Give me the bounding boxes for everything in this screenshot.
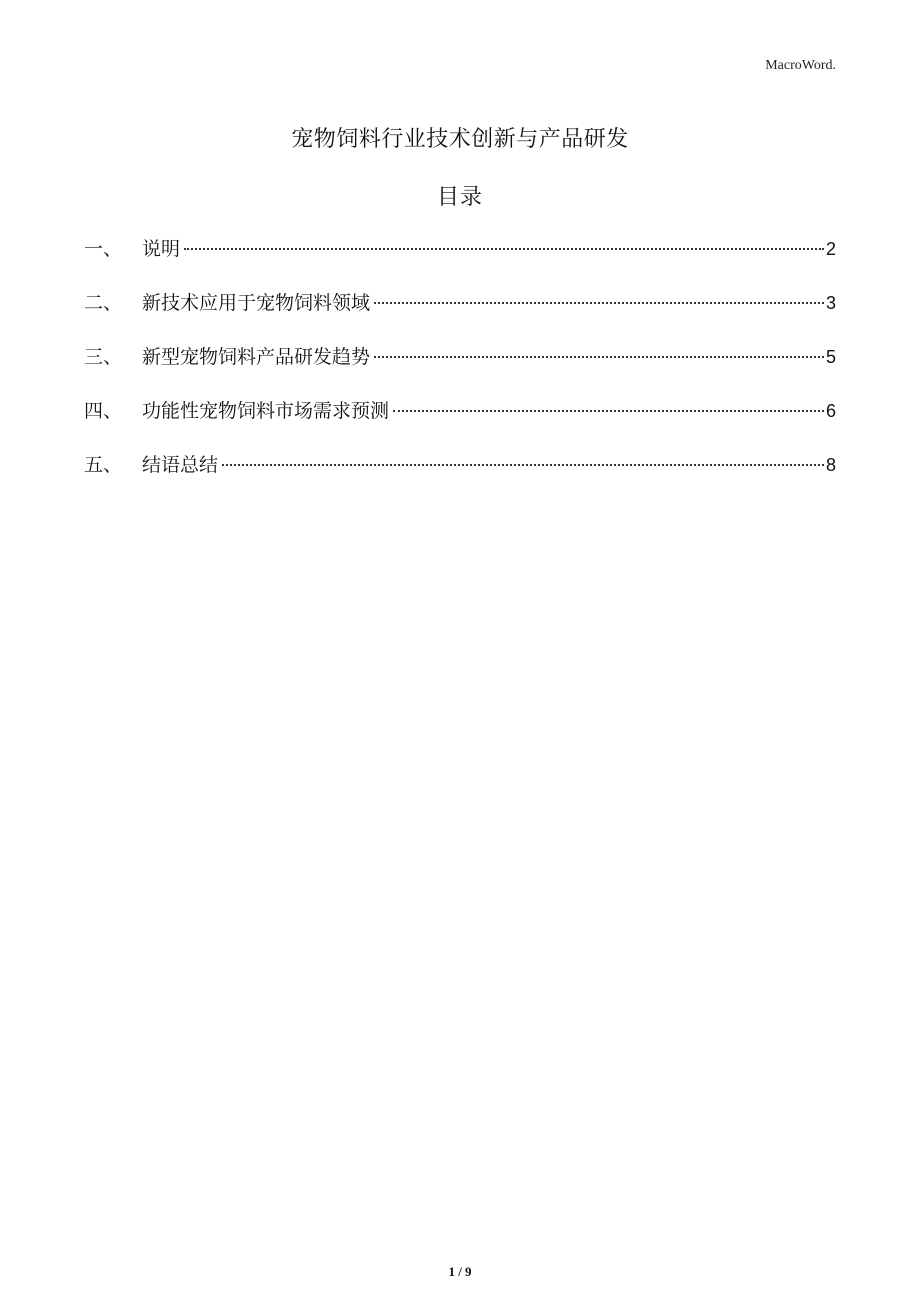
toc-dot-leader xyxy=(374,356,824,358)
toc-entry[interactable] xyxy=(84,288,836,342)
document-title: 宠物饲料行业技术创新与产品研发 xyxy=(291,127,629,152)
page-indicator: 1 / 9 xyxy=(448,1264,472,1279)
toc-entry-number: 五、 xyxy=(84,454,123,476)
toc-entry-page: 3 xyxy=(825,293,836,313)
toc-dot-leader xyxy=(222,464,824,466)
toc-entry-page: 6 xyxy=(825,401,836,421)
toc-entry-number: 二、 xyxy=(84,292,123,314)
toc-entry-text: 新型宠物饲料产品研发趋势 xyxy=(142,346,371,368)
toc-entry-text: 结语总结 xyxy=(142,454,219,476)
toc-entry-number: 一、 xyxy=(84,238,123,260)
toc-heading: 目录 xyxy=(436,185,483,210)
toc-entry-text: 功能性宠物饲料市场需求预测 xyxy=(142,400,390,422)
toc-entry[interactable] xyxy=(84,234,836,288)
table-of-contents xyxy=(84,234,836,504)
toc-entry-page: 8 xyxy=(825,455,836,475)
toc-dot-leader xyxy=(184,248,824,250)
toc-entry-number: 四、 xyxy=(84,400,123,422)
toc-entry[interactable] xyxy=(84,450,836,504)
toc-entry-number: 三、 xyxy=(84,346,123,368)
header-mark: MacroWord. xyxy=(765,58,836,73)
toc-entry-text: 新技术应用于宠物饲料领域 xyxy=(142,292,371,314)
toc-entry-page: 2 xyxy=(825,239,836,259)
toc-entry[interactable] xyxy=(84,396,836,450)
toc-dot-leader xyxy=(393,410,824,412)
toc-dot-leader xyxy=(374,302,824,304)
toc-entry-page: 5 xyxy=(825,347,836,367)
toc-entry[interactable] xyxy=(84,342,836,396)
toc-entry-text: 说明 xyxy=(142,238,181,260)
